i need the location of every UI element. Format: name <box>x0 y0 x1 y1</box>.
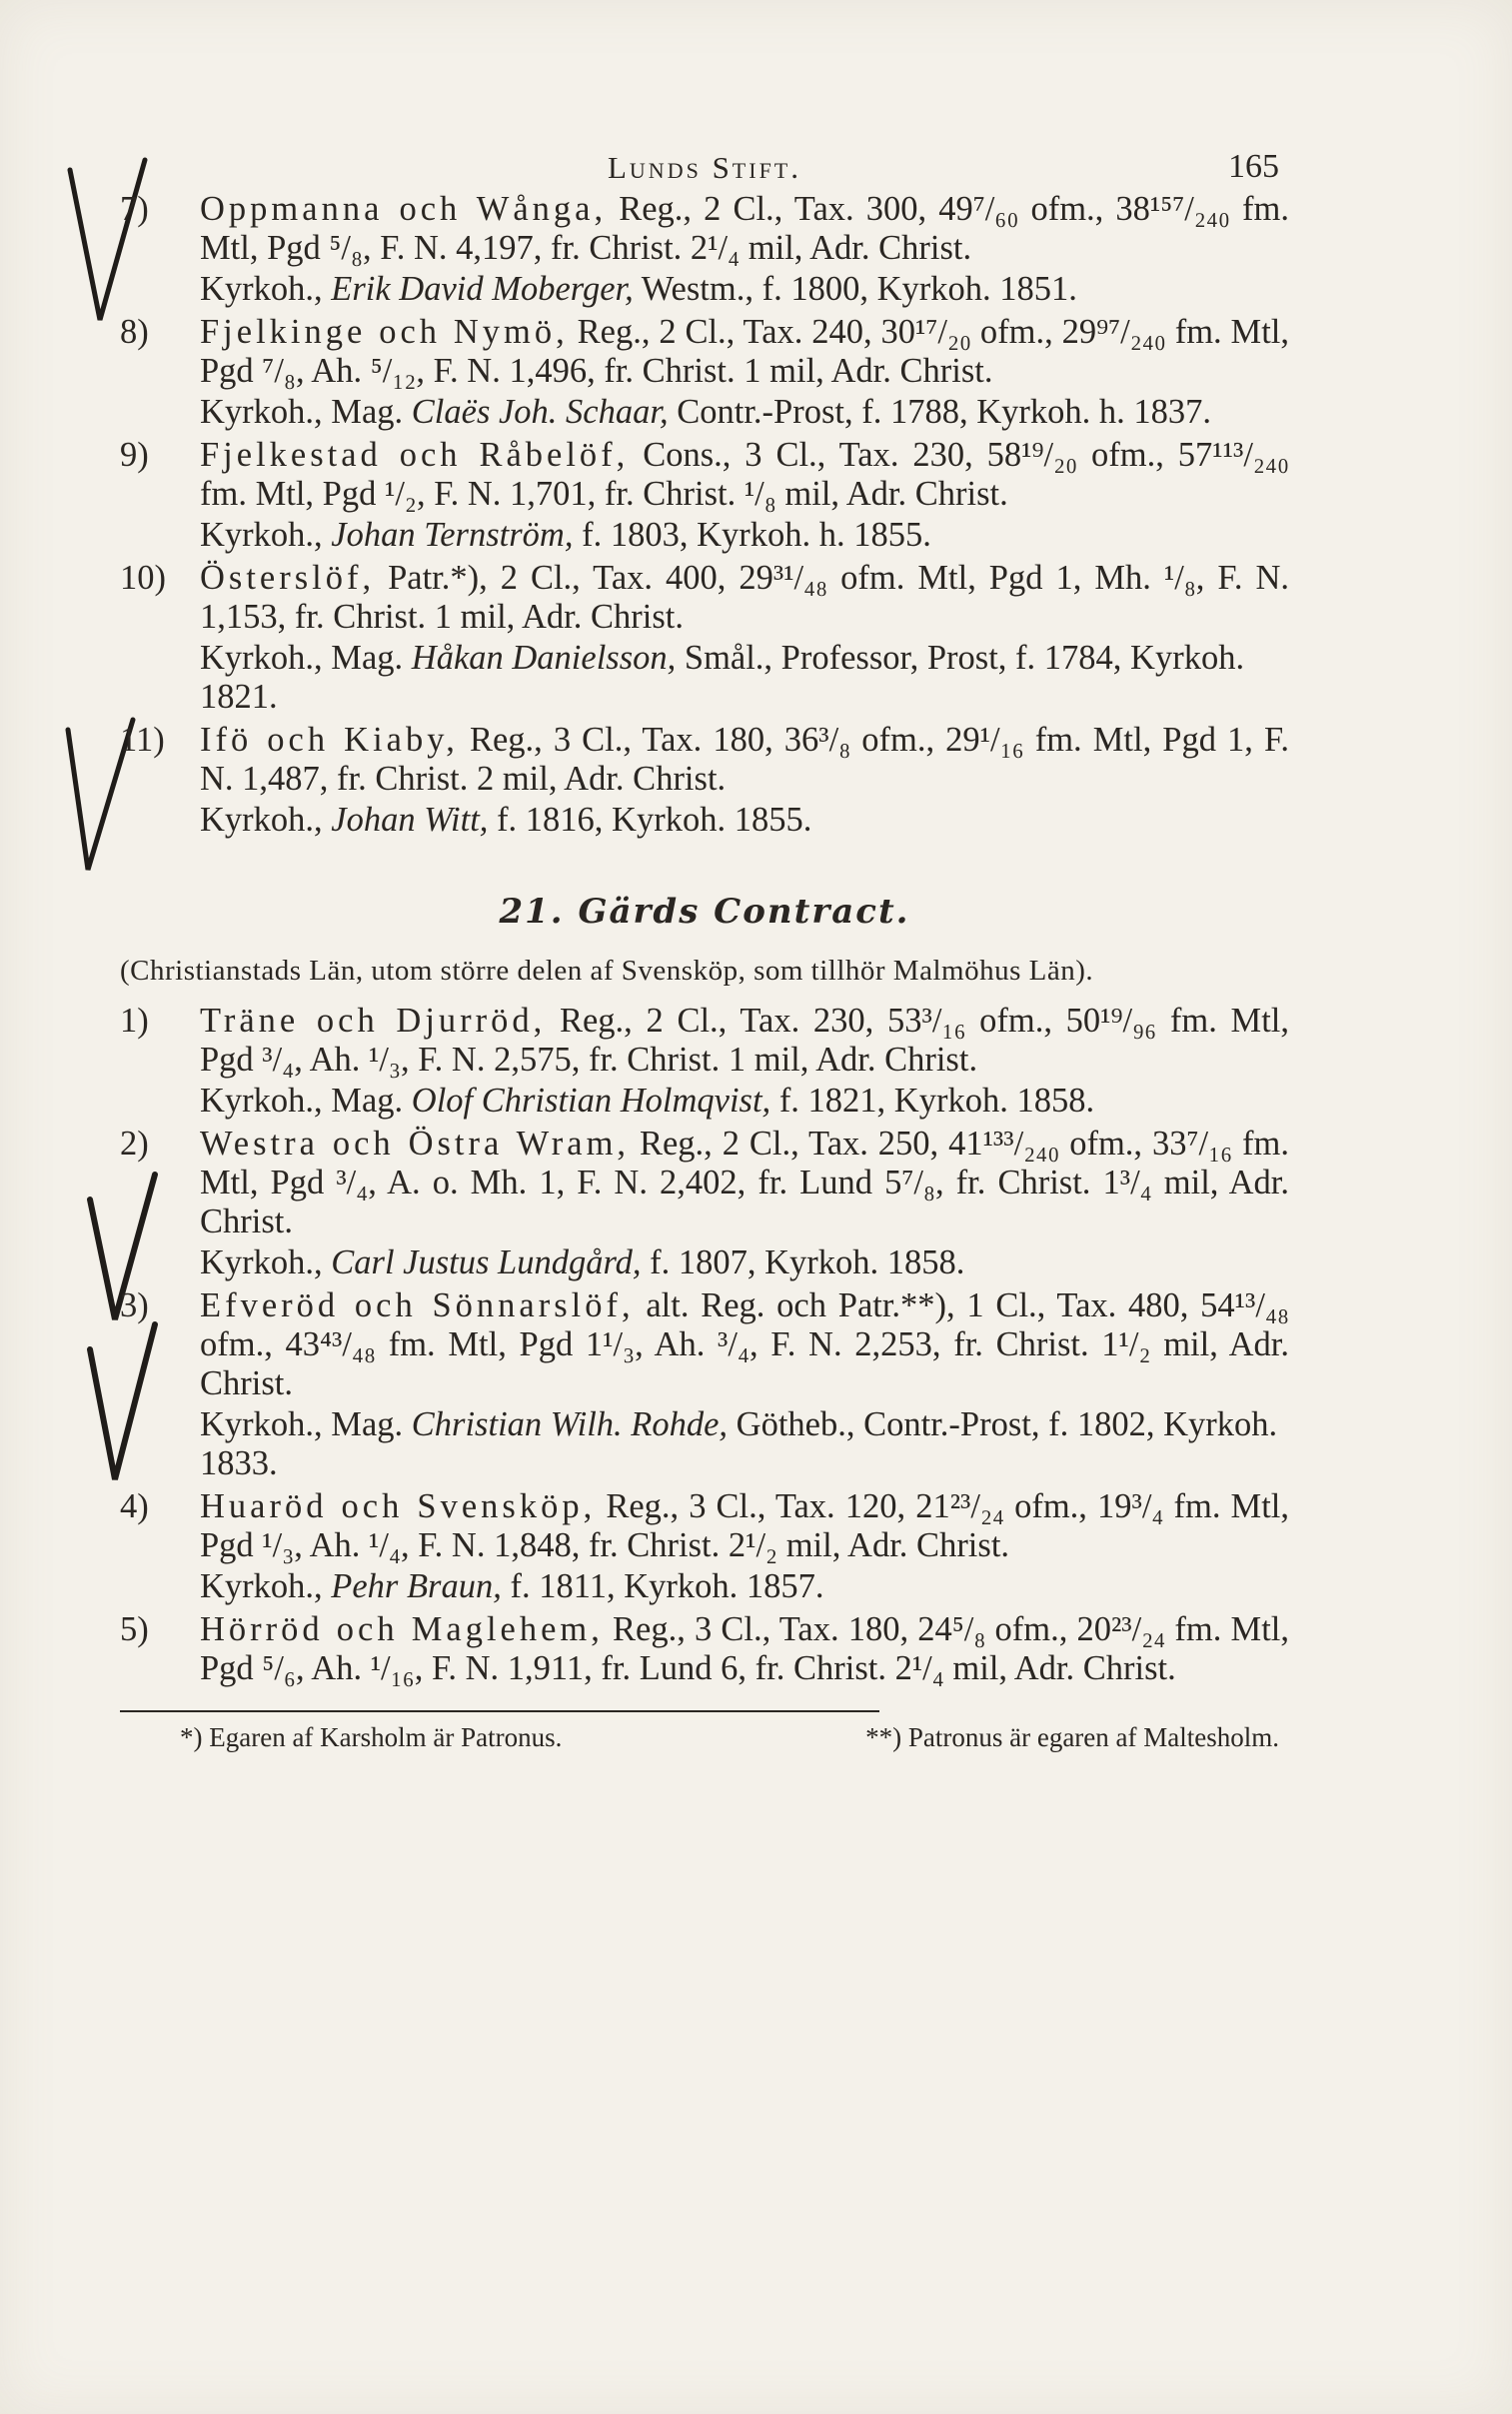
parish-list-contract <box>120 1002 1289 1688</box>
parish-name: Österslöf, <box>200 559 376 597</box>
pastor-prefix: Kyrkoh., <box>200 270 323 308</box>
contract-subtitle: (Christianstads Län, utom större delen af Svensköp, som tillhör Malmöhus Län). <box>120 955 1094 987</box>
pastor-details: Westm., f. 1800, Kyrkoh. 1851. <box>641 270 1077 308</box>
pastor-prefix: Kyrkoh., Mag. <box>200 1405 404 1443</box>
page-header <box>120 130 1289 186</box>
pastor-prefix: Kyrkoh., <box>200 801 323 839</box>
parish-name: Träne och Djurröd, <box>200 1002 547 1040</box>
parish-name: Oppmanna och Wånga, <box>200 190 608 228</box>
pastor-name: Claës Joh. Schaar, <box>411 393 669 431</box>
pastor-line <box>120 393 1289 432</box>
pastor-details: f. 1803, Kyrkoh. h. 1855. <box>582 516 931 554</box>
parish-entry <box>120 1002 1289 1080</box>
pastor-line <box>120 1082 1289 1121</box>
parish-details: alt. Reg. och Patr.**), 1 Cl., Tax. 480, 54¹³/₄₈ ofm., 43⁴³/₄₈ fm. Mtl, Pgd 1¹/₃, Ah. ³/₄, F. N. 2,253, fr. Christ. 1¹/₂ mil, Adr. Christ. <box>200 1286 1290 1402</box>
parish-details: Reg., 2 Cl., Tax. 250, 41¹³³/₂₄₀ ofm., 33⁷/₁₆ fm. Mtl, Pgd ³/₄, A. o. Mh. 1, F. N. 2,402, fr. Lund 5⁷/₈, fr. Christ. 1³/₄ mil, Adr. Christ. <box>200 1125 1289 1240</box>
entry-number: 10) <box>120 559 166 597</box>
parish-details: Reg., 3 Cl., Tax. 120, 21²³/₂₄ ofm., 19³/₄ fm. Mtl, Pgd ¹/₃, Ah. ¹/₄, F. N. 1,848, fr. Christ. 2¹/₂ mil, Adr. Christ. <box>200 1487 1289 1564</box>
footnote-2: **) Patronus är egaren af Maltesholm. <box>865 1722 1279 1752</box>
parish-entry <box>120 1610 1289 1688</box>
parish-entry <box>120 1125 1289 1241</box>
parish-name: Huaröd och Svensköp, <box>200 1487 597 1525</box>
parish-entry <box>120 1286 1289 1403</box>
footnote-1: *) Egaren af Karsholm är Patronus. <box>180 1722 563 1752</box>
pastor-name: Olof Christian Holmqvist, <box>411 1082 771 1120</box>
entry-number: 5) <box>120 1610 149 1648</box>
pastor-details: Götheb., Contr.-Prost, f. 1802, Kyrkoh. 1833. <box>200 1405 1278 1482</box>
pastor-line <box>120 1243 1289 1282</box>
entry-number: 9) <box>120 436 149 474</box>
running-title: Lunds Stift. <box>607 150 801 185</box>
parish-entry <box>120 721 1289 799</box>
parish-name: Hörröd och Maglehem, <box>200 1610 604 1648</box>
pastor-details: f. 1807, Kyrkoh. 1858. <box>650 1243 965 1281</box>
parish-details: Cons., 3 Cl., Tax. 230, 58¹⁹/₂₀ ofm., 57¹¹³/₂₄₀ fm. Mtl, Pgd ¹/₂, F. N. 1,701, fr. Christ. ¹/₈ mil, Adr. Christ. <box>200 436 1289 513</box>
pastor-details: f. 1811, Kyrkoh. 1857. <box>510 1567 824 1605</box>
entry-number: 4) <box>120 1487 149 1525</box>
parish-entry <box>120 190 1289 268</box>
entry-number: 2) <box>120 1125 149 1163</box>
pastor-name: Carl Justus Lundgård, <box>331 1243 642 1281</box>
pastor-details: Contr.-Prost, f. 1788, Kyrkoh. h. 1837. <box>677 393 1211 431</box>
parish-entry <box>120 559 1289 637</box>
entry-number: 1) <box>120 1002 149 1040</box>
pastor-prefix: Kyrkoh., Mag. <box>200 393 404 431</box>
pastor-name: Johan Ternström, <box>331 516 574 554</box>
pastor-details: Smål., Professor, Prost, f. 1784, Kyrkoh. 1821. <box>200 639 1245 716</box>
pastor-prefix: Kyrkoh., <box>200 516 323 554</box>
parish-entry <box>120 313 1289 391</box>
pastor-line <box>120 270 1289 309</box>
pastor-name: Johan Witt, <box>331 801 489 839</box>
parish-name: Westra och Östra Wram, <box>200 1125 631 1163</box>
footnote-rule <box>120 1710 879 1712</box>
parish-details: Patr.*), 2 Cl., Tax. 400, 29³¹/₄₈ ofm. Mtl, Pgd 1, Mh. ¹/₈, F. N. 1,153, fr. Christ. 1 mil, Adr. Christ. <box>200 559 1289 636</box>
pastor-line <box>120 801 1289 840</box>
parish-details: Reg., 3 Cl., Tax. 180, 36³/₈ ofm., 29¹/₁₆ fm. Mtl, Pgd 1, F. N. 1,487, fr. Christ. 2 mil, Adr. Christ. <box>200 721 1289 798</box>
parish-name: Fjelkinge och Nymö, <box>200 313 569 351</box>
pastor-name: Christian Wilh. Rohde, <box>411 1405 729 1443</box>
pastor-name: Pehr Braun, <box>331 1567 502 1605</box>
pastor-line <box>120 516 1289 555</box>
entry-number: 3) <box>120 1286 149 1324</box>
pastor-prefix: Kyrkoh., <box>200 1567 323 1605</box>
footnotes <box>120 1722 1289 1753</box>
parish-entry <box>120 436 1289 514</box>
parish-details: Reg., 2 Cl., Tax. 240, 30¹⁷/₂₀ ofm., 29⁹⁷/₂₄₀ fm. Mtl, Pgd ⁷/₈, Ah. ⁵/₁₂, F. N. 1,496, fr. Christ. 1 mil, Adr. Christ. <box>200 313 1289 390</box>
pastor-name: Håkan Danielsson, <box>411 639 677 677</box>
parish-details: Reg., 3 Cl., Tax. 180, 24⁵/₈ ofm., 20²³/₂₄ fm. Mtl, Pgd ⁵/₆, Ah. ¹/₁₆, F. N. 1,911, fr. Lund 6, fr. Christ. 2¹/₄ mil, Adr. Christ. <box>200 1610 1289 1687</box>
pastor-prefix: Kyrkoh., Mag. <box>200 639 404 677</box>
pastor-line <box>120 1405 1289 1483</box>
pastor-name: Erik David Moberger, <box>331 270 634 308</box>
parish-name: Fjelkestad och Råbelöf, <box>200 436 630 474</box>
contract-heading: 21. Gärds Contract. <box>499 892 910 932</box>
entry-number: 7) <box>120 190 149 228</box>
parish-entry <box>120 1487 1289 1565</box>
parish-list-top <box>120 190 1289 840</box>
entry-number: 8) <box>120 313 149 351</box>
parish-name: Efveröd och Sönnarslöf, <box>200 1286 635 1324</box>
entry-number: 11) <box>120 721 165 759</box>
page-content <box>120 130 1289 1753</box>
parish-details: Reg., 2 Cl., Tax. 300, 49⁷/₆₀ ofm., 38¹⁵⁷/₂₄₀ fm. Mtl, Pgd ⁵/₈, F. N. 4,197, fr. Christ. 2¹/₄ mil, Adr. Christ. <box>200 190 1289 267</box>
pastor-details: f. 1821, Kyrkoh. 1858. <box>778 1082 1095 1120</box>
pastor-prefix: Kyrkoh., Mag. <box>200 1082 404 1120</box>
pastor-prefix: Kyrkoh., <box>200 1243 323 1281</box>
pastor-line <box>120 639 1289 717</box>
page-number: 165 <box>1228 148 1279 185</box>
parish-name: Ifö och Kiaby, <box>200 721 459 759</box>
pastor-line <box>120 1567 1289 1606</box>
parish-details: Reg., 2 Cl., Tax. 230, 53³/₁₆ ofm., 50¹⁹/₉₆ fm. Mtl, Pgd ³/₄, Ah. ¹/₃, F. N. 2,575, fr. Christ. 1 mil, Adr. Christ. <box>200 1002 1290 1079</box>
pastor-details: f. 1816, Kyrkoh. 1855. <box>497 801 812 839</box>
